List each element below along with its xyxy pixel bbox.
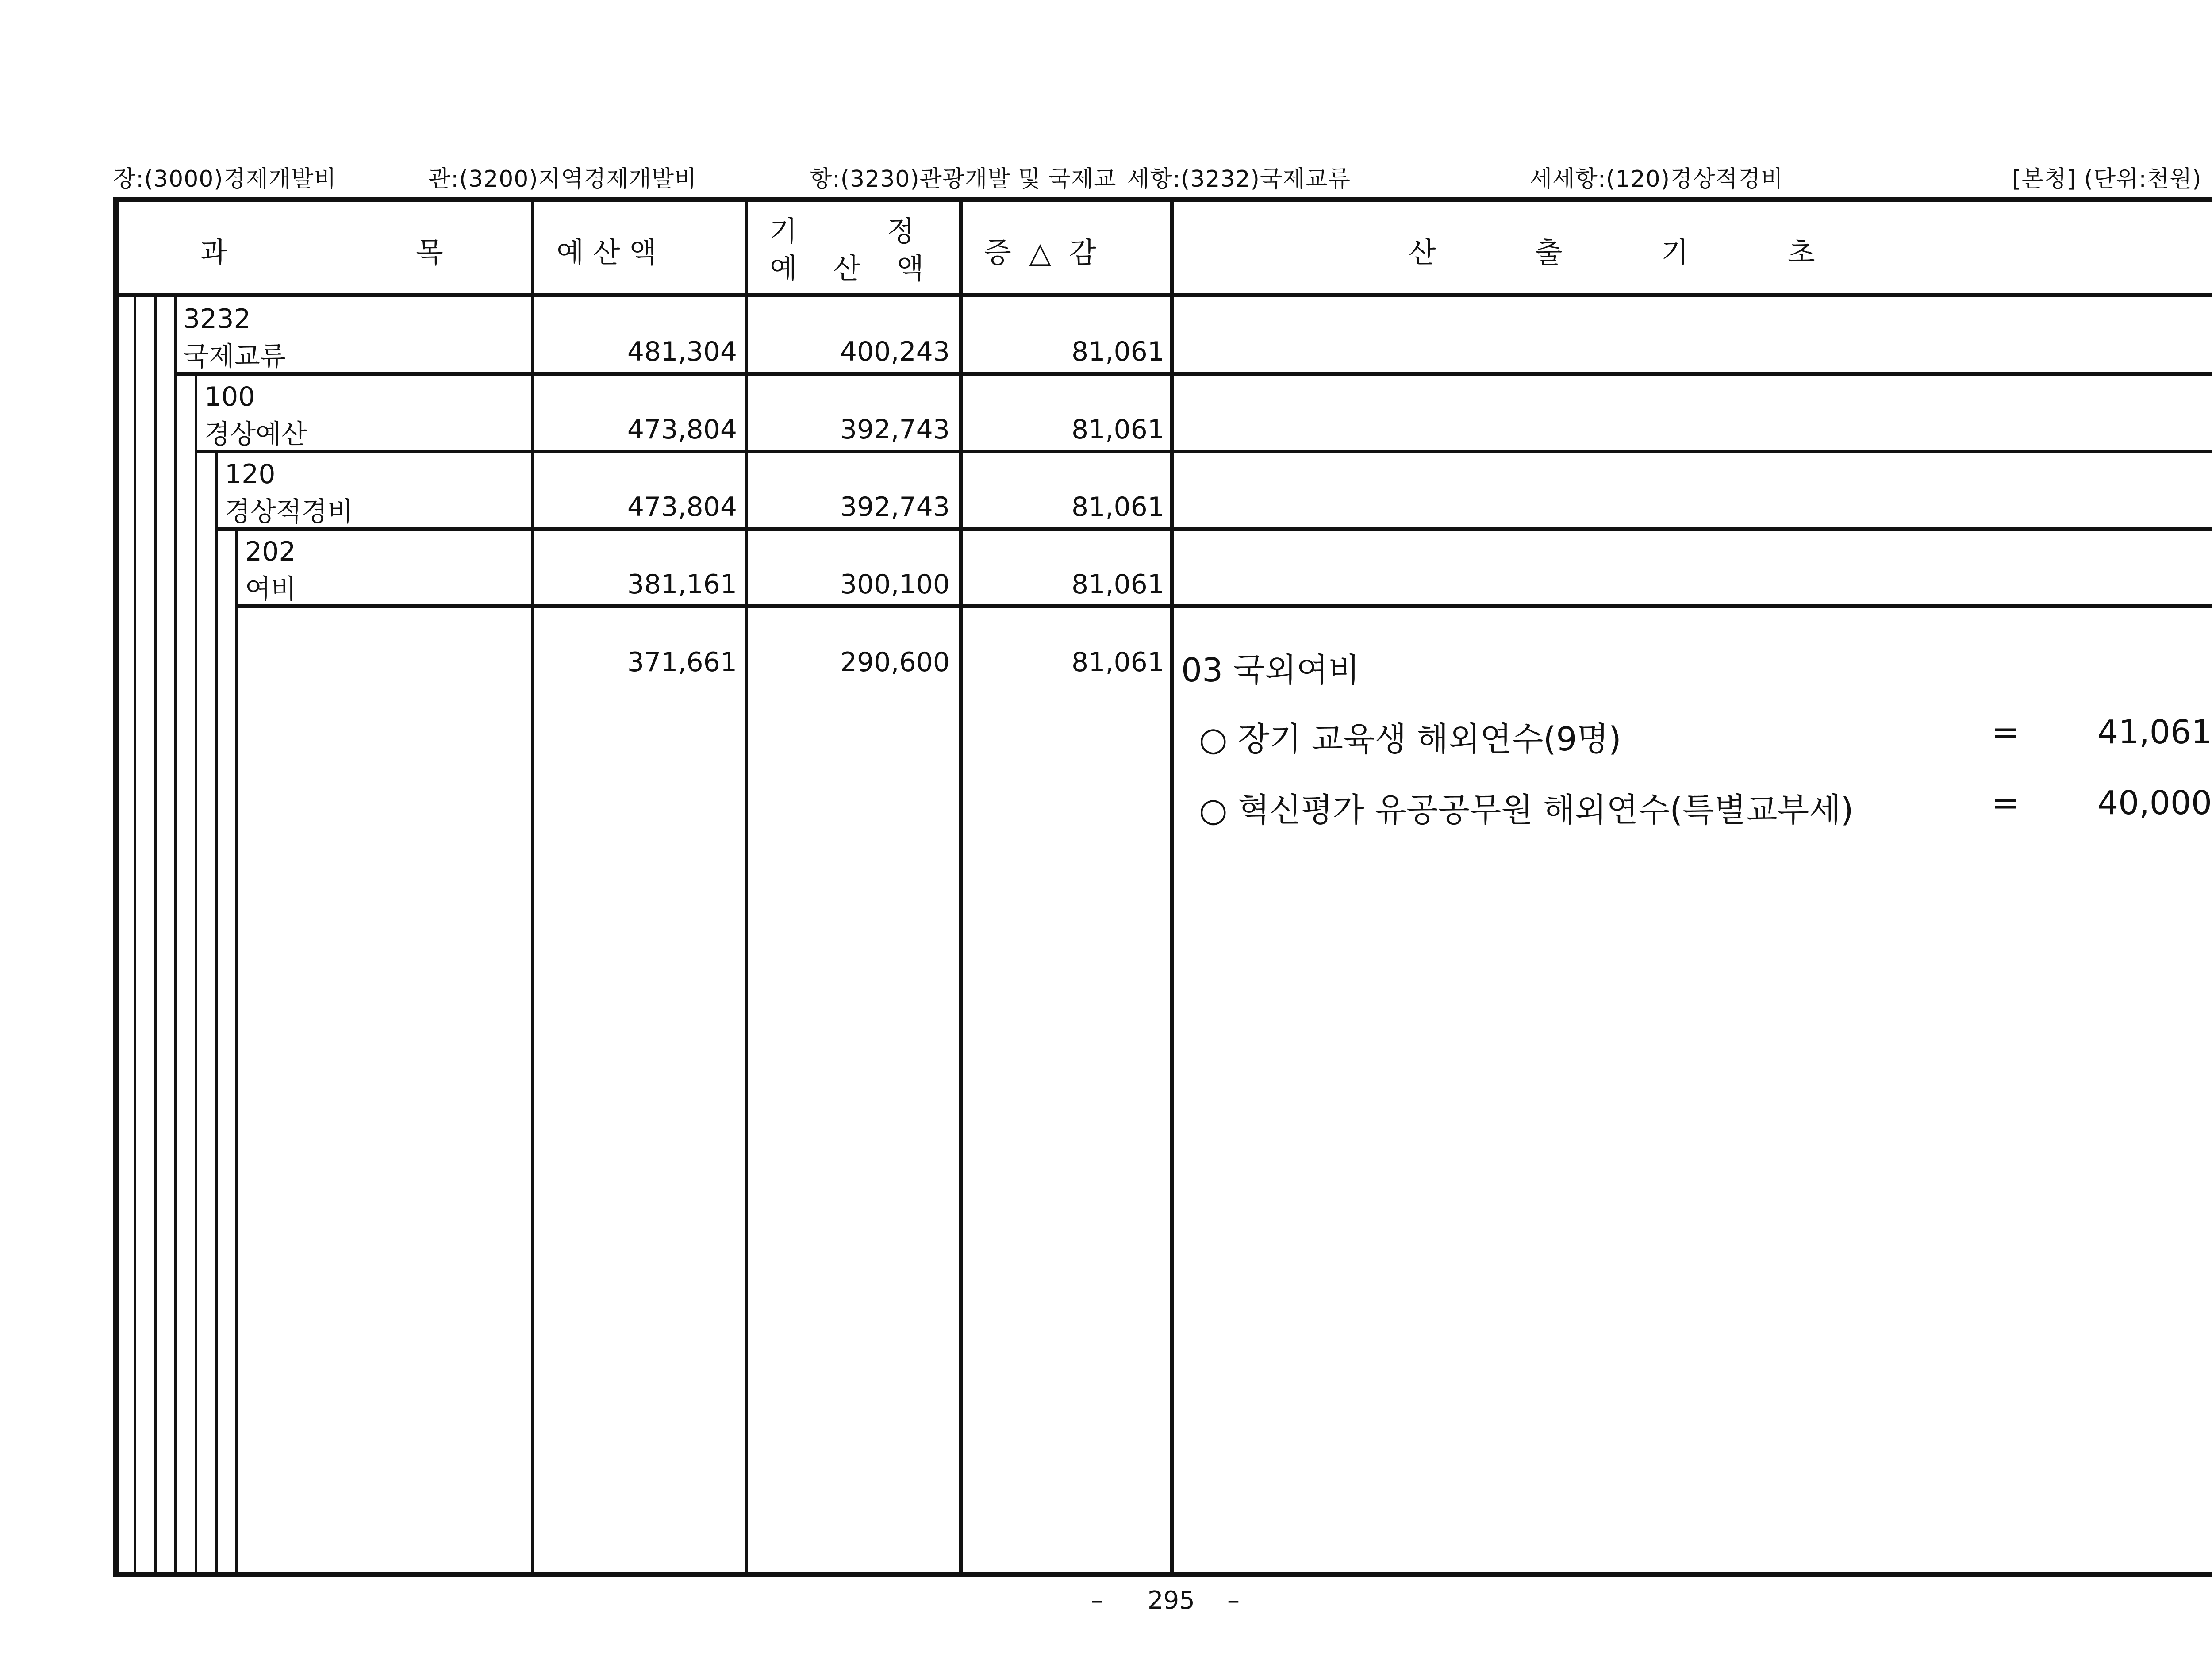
row-code: 3232 [183,304,251,334]
col-change: 증 △ 감 [984,237,1097,269]
basis-item-text: ○ 장기 교육생 해외연수(9명) [1199,720,1621,758]
row-budget: 473,804 [627,414,737,445]
row-budget: 381,161 [627,569,737,600]
basis-item-eq: = [1992,713,2020,751]
basis-item-eq: = [1992,784,2020,822]
row-name: 경상예산 [204,419,307,450]
detail-budget: 371,661 [627,647,737,678]
budget-table [113,197,2212,1577]
row-prev: 392,743 [840,414,950,445]
row-change: 81,061 [1071,569,1164,600]
header-unit: [본청] (단위:천원) [2012,166,2202,192]
row-budget: 473,804 [627,492,737,523]
basis-item-amount: 40,000 [2097,784,2212,822]
header-sesehang: 세세항:(120)경상적경비 [1530,166,1784,192]
col-basis: 산 출 기 초 [1409,237,1815,269]
row-change: 81,061 [1071,336,1164,367]
row-prev: 300,100 [840,569,950,600]
row-name: 경상적경비 [225,496,353,527]
row-rule [218,527,2212,531]
row-code: 202 [245,536,296,567]
nest-line [195,374,197,1574]
col-divider [1170,199,1174,1575]
header-jang: 장:(3000)경제개발비 [113,166,337,192]
header-sehang: 세항:(3232)국제교류 [1127,166,1351,192]
row-name: 국제교류 [183,341,286,372]
detail-title: 03 국외여비 [1181,651,1360,689]
nest-line [174,296,177,1574]
footer-dash-right: – [1227,1586,1240,1615]
header-hang: 항:(3230)관광개발 및 국제교 [810,166,1117,192]
col-prev-b: 예 산 액 [770,253,924,285]
col-divider [531,199,534,1575]
detail-prev: 290,600 [840,647,950,678]
nest-line [134,296,136,1574]
footer-dash-left: – [1091,1586,1103,1615]
nest-line [215,451,218,1574]
row-rule [197,450,2212,453]
row-prev: 392,743 [840,492,950,523]
page-number: 295 [1148,1586,1195,1615]
col-subject-a: 과 [200,237,227,269]
col-budget: 예 산 액 [557,237,657,269]
detail-change: 81,061 [1071,647,1164,678]
row-code: 100 [204,381,255,412]
row-change: 81,061 [1071,492,1164,523]
header-rule [113,293,2212,297]
col-divider [745,199,748,1575]
basis-item-amount: 41,061 [2097,713,2212,751]
row-rule [238,604,2212,608]
col-subject-b: 목 [416,237,443,269]
nest-line [154,296,157,1574]
basis-item-text: ○ 혁신평가 유공공무원 해외연수(특별교부세) [1199,791,1854,829]
row-budget: 481,304 [627,336,737,367]
row-change: 81,061 [1071,414,1164,445]
row-rule [177,372,2212,376]
row-prev: 400,243 [840,336,950,367]
col-prev-a: 기 정 [770,215,915,248]
row-code: 120 [225,459,276,490]
nest-line [235,529,238,1574]
header-gwan: 관:(3200)지역경제개발비 [428,166,697,192]
row-name: 여비 [245,574,296,605]
col-divider [959,199,963,1575]
